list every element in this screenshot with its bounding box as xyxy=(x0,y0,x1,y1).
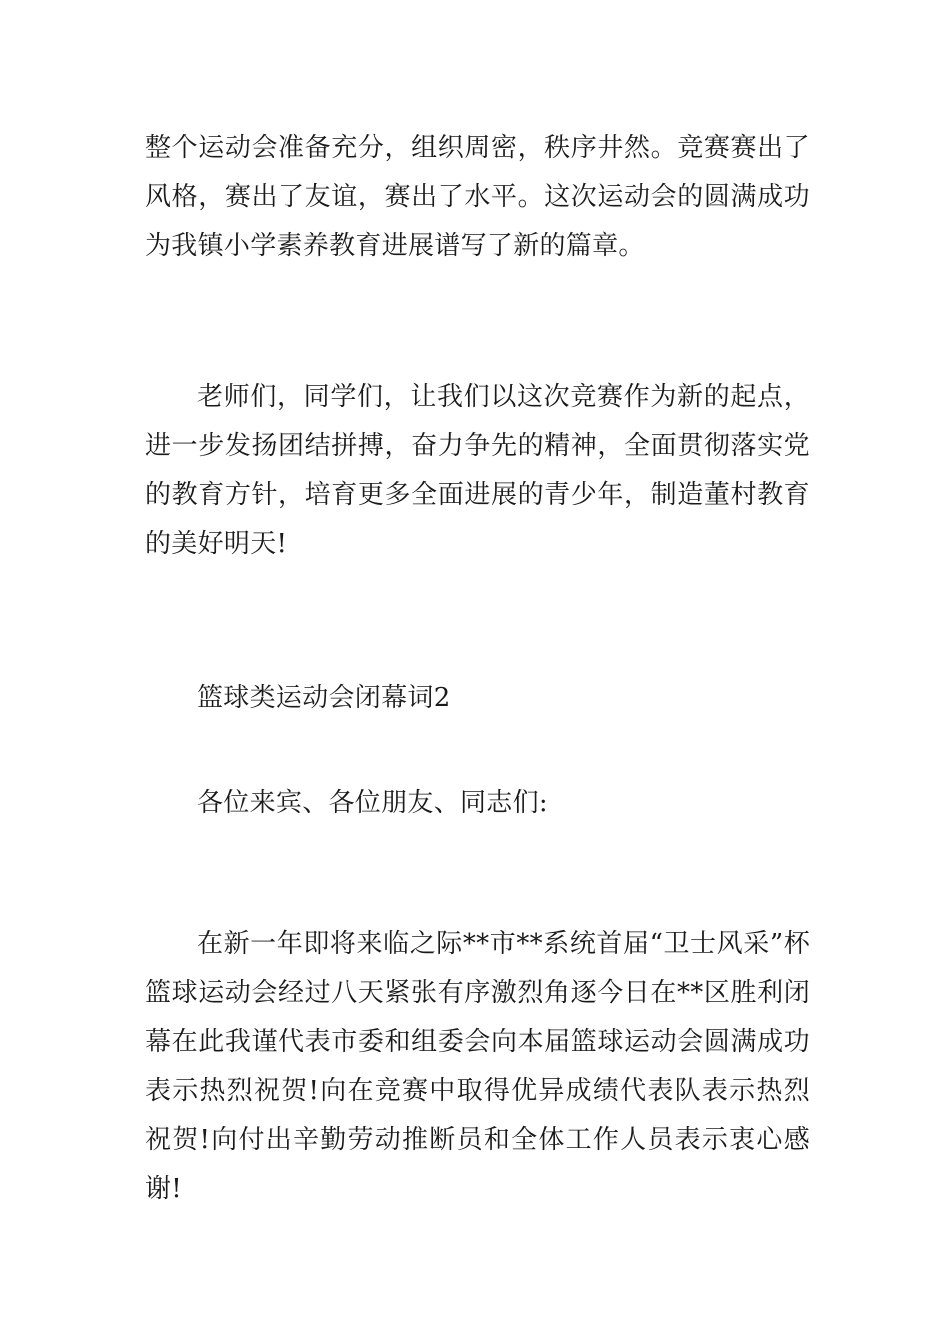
section-title: 篮球类运动会闭幕词2 xyxy=(197,683,451,713)
salutation: 各位来宾、各位朋友、同志们: xyxy=(197,788,548,818)
paragraph-opening: 在新一年即将来临之际**市**系统首届“卫士风采”杯篮球运动会经过八天紧张有序激烈角逐今日在**区胜利闭幕在此我谨代表市委和组委会向本届篮球运动会圆满成功表示热烈祝贺!向在竞赛中取得优异成绩代表队表示热烈祝贺!向付出辛勤劳动推断员和全体工作人员表示衷心感谢! xyxy=(145,929,810,1204)
paragraph-continuation: 整个运动会准备充分，组织周密，秩序井然。竞赛赛出了风格，赛出了友谊，赛出了水平。这次运动会的圆满成功为我镇小学素养教育进展谱写了新的篇章。 xyxy=(145,133,810,261)
paragraph-closing-appeal: 老师们，同学们，让我们以这次竞赛作为新的起点，进一步发扬团结拼搏，奋力争先的精神，全面贯彻落实党的教育方针，培育更多全面进展的青少年，制造董村教育的美好明天! xyxy=(145,382,810,559)
